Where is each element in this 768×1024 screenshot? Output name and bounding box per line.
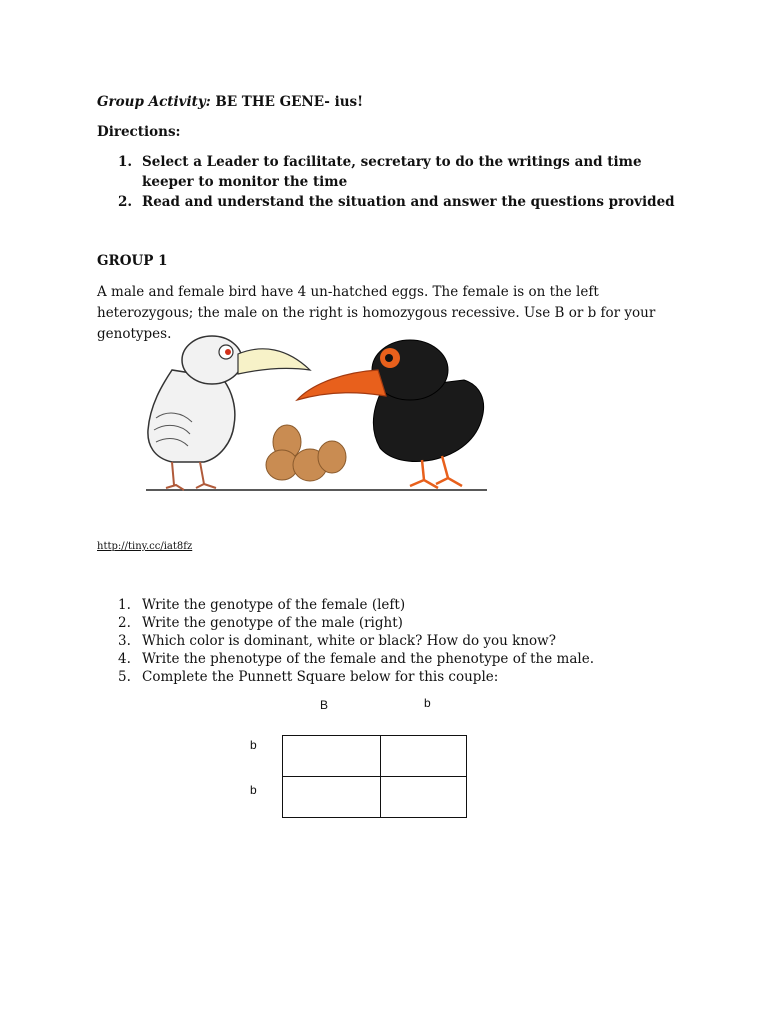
punnett-side-allele: b <box>250 783 257 797</box>
eggs-icon <box>266 425 346 481</box>
directions-item <box>97 192 677 212</box>
question-number: 3. <box>118 633 131 649</box>
question-item <box>97 668 697 686</box>
question-text: Write the phenotype of the female and the phenotype of the male. <box>142 651 594 667</box>
source-link[interactable]: http://tiny.cc/iat8fz <box>97 541 193 552</box>
directions-list <box>97 152 677 212</box>
situation-paragraph: A male and female bird have 4 un-hatched eggs. The female is on the left heterozygous; the male on the right is homozygous recessive. Use B or b for your genotypes. <box>97 284 656 342</box>
question-text: Complete the Punnett Square below for this couple: <box>142 669 499 685</box>
question-number: 1. <box>118 597 131 613</box>
question-text: Write the genotype of the male (right) <box>142 615 403 631</box>
question-item <box>97 632 697 650</box>
group-heading: GROUP 1 <box>97 253 168 269</box>
question-item <box>97 596 697 614</box>
question-item <box>97 614 697 632</box>
directions-item-text: Read and understand the situation and answer the questions provided <box>142 194 675 210</box>
question-text: Write the genotype of the female (left) <box>142 597 406 613</box>
directions-item-number: 1. <box>118 154 133 170</box>
question-number: 4. <box>118 651 131 667</box>
birds-illustration <box>142 330 492 495</box>
punnett-top-allele: b <box>424 696 431 710</box>
questions-list <box>97 596 697 686</box>
directions-item <box>97 152 677 192</box>
punnett-square <box>282 735 467 818</box>
activity-title: BE THE GENE- ius! <box>210 94 364 110</box>
punnett-cell[interactable] <box>282 735 381 777</box>
punnett-cell[interactable] <box>380 735 467 777</box>
page-title <box>97 94 363 110</box>
punnett-cell[interactable] <box>282 776 381 818</box>
directions-heading: Directions: <box>97 124 181 140</box>
punnett-cell[interactable] <box>380 776 467 818</box>
directions-item-number: 2. <box>118 194 133 210</box>
punnett-side-allele: b <box>250 738 257 752</box>
question-number: 5. <box>118 669 131 685</box>
activity-label: Group Activity: <box>97 94 211 110</box>
question-number: 2. <box>118 615 131 631</box>
question-item <box>97 650 697 668</box>
directions-item-text: Select a Leader to facilitate, secretary to do the writings and time keeper to monitor the time <box>142 154 642 190</box>
question-text: Which color is dominant, white or black? How do you know? <box>142 633 556 649</box>
punnett-top-allele: B <box>320 698 329 712</box>
